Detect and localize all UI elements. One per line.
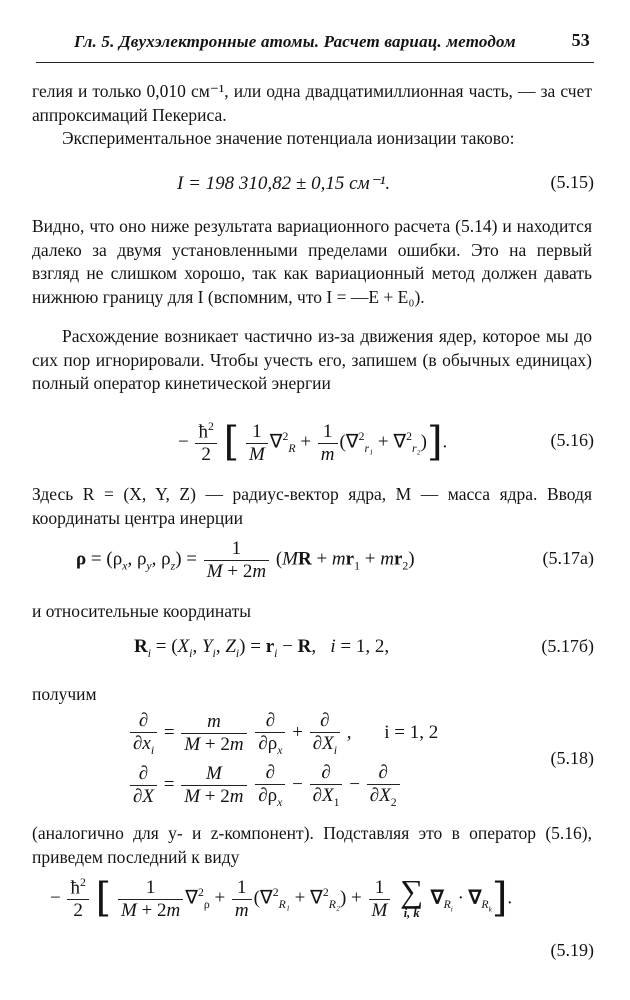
equation-5-17a-number: (5.17а) <box>542 548 594 568</box>
equation-5-17a-body: $\rho = (\rho_x$, $\rho_y$, $\rho_z$) = $\frac{1}{M + 2m}$ $(MR + mr_1 + mr_2)$ <box>76 538 415 582</box>
page-number: 53 <box>571 30 590 50</box>
equation-5-15-number: (5.15) <box>550 172 594 192</box>
paragraph-8: (аналогично для y- и z-компонент). Подставляя это в оператор (5.16), приведем последний к виду <box>32 823 592 867</box>
equation-5-19 <box>32 872 594 986</box>
equation-5-16-number: (5.16) <box>550 430 594 450</box>
equation-5-19-number: (5.19) <box>550 940 594 960</box>
paragraph-1: гелия и только 0,010 см⁻¹, или одна двадцатимиллионная часть, — за счет аппроксимаций Пекериса. <box>32 81 592 125</box>
paragraph-4: Расхождение возникает частично из-за движения ядер, которое мы до сих пор игнорировали. Чтобы учесть его, запишем (в обычных единицах) полный оператор кинетической энергии <box>32 326 592 393</box>
paragraph-3: Видно, что оно ниже результата вариационного расчета (5.14) и находится далеко за двумя установленными пределами ошибки. Это на первый взгляд не слишком хорошо, так как вариационный метод должен давать нижнюю границу для I (вспомним, что I = —E + E₀). <box>32 216 592 307</box>
paragraph-2: Экспериментальное значение потенциала ионизации таково: <box>62 128 515 148</box>
paragraph-6: и относительные координаты <box>32 601 251 621</box>
equation-5-16-body: − $\frac{ħ^2}{2}$ [ $\frac{1}{M}$ ∇$^2_R$ + $\frac{1}{m}$ (∇$^2_{r_1}$ + ∇$^2_{r_2}$)]. <box>178 419 448 466</box>
equation-5-18-line-1: $\frac{\partial}{\partial x_i}$ = $\frac{m}{M + 2m}$ $\frac{\partial}{\partial\rho_x}$ + $\frac{\partial}{\partial X_i}$ , i = 1, 2 <box>128 710 438 757</box>
equation-5-18 <box>32 710 594 814</box>
equation-5-17b <box>32 636 594 666</box>
equation-5-15-body: I = 198 310,82 ± 0,15 см⁻¹. <box>177 173 391 194</box>
equation-5-16 <box>32 420 594 466</box>
paragraph-7: получим <box>32 684 97 704</box>
paragraph-5: Здесь R = (X, Y, Z) — радиус-вектор ядра, M — масса ядра. Вводя координаты центра инерции <box>32 484 592 528</box>
chapter-title: Гл. 5. Двухэлектронные атомы. Расчет вариац. методом <box>74 32 516 51</box>
equation-5-19-body: − $\frac{ħ^2}{2}$ [ $\frac{1}{M + 2m}$ ∇$^2_\rho$ + $\frac{1}{m}$ (∇$^2_{R_1}$ + ∇$^2_{R_2}$) + $\frac{1}{M}$ ∑ i, k $\nabla_{R_i} \cdot \nabla_{R_k}$]. <box>50 872 513 922</box>
equation-5-18-number: (5.18) <box>550 748 594 768</box>
equation-5-18-line-2: $\frac{\partial}{\partial X}$ = $\frac{M}{M + 2m}$ $\frac{\partial}{\partial\rho_x}$ − $\frac{\partial}{\partial X_1}$ − $\frac{\partial}{\partial X_2}$ <box>128 762 402 809</box>
equation-5-17b-body: $R_i = (X_i$, $Y_i$, $Z_i) = r_i - R$, i = 1, 2, <box>134 636 390 660</box>
equation-5-17a <box>32 538 594 584</box>
equation-5-17b-number: (5.17б) <box>541 636 594 656</box>
header-rule <box>36 62 594 63</box>
running-header <box>36 30 590 56</box>
